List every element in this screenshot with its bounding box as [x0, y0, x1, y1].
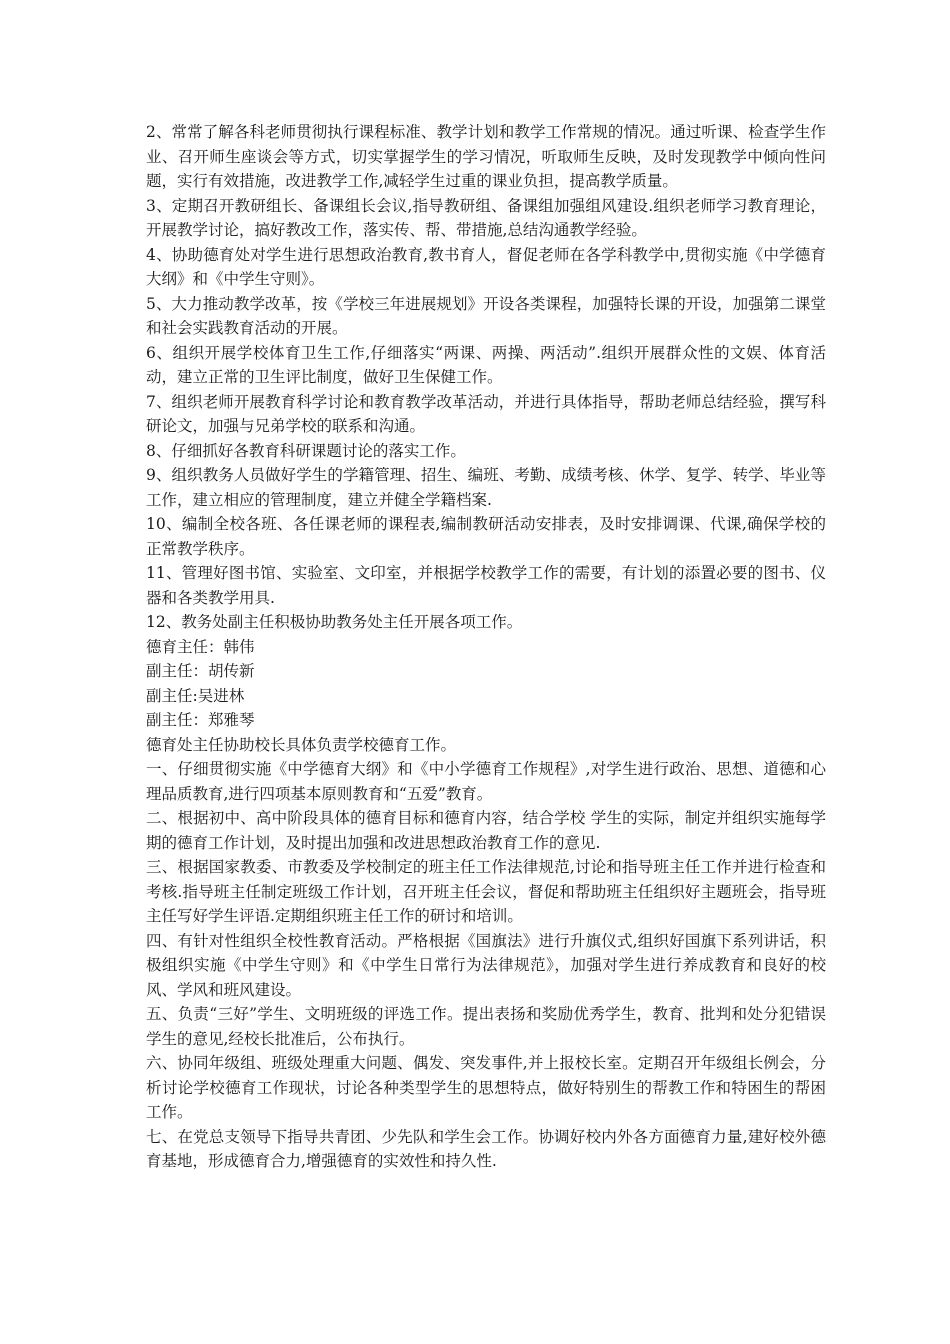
document-body — [146, 120, 826, 1174]
moral-duty-3: 三、根据国家教委、市教委及学校制定的班主任工作法律规范,讨论和指导班主任工作并进行检查和考核.指导班主任制定班级工作计划，召开班主任会议，督促和帮助班主任组织好主题班会，指导班主任写好学生评语.定期组织班主任工作的研讨和培训。 — [146, 858, 826, 925]
paragraph-item-10: 10、编制全校各班、各任课老师的课程表,编制教研活动安排表，及时安排调课、代课,确保学校的正常教学秩序。 — [146, 515, 826, 558]
moral-office-intro: 德育处主任协助校长具体负责学校德育工作。 — [146, 735, 457, 754]
paragraph-item-8: 8、仔细抓好各教育科研课题讨论的落实工作。 — [146, 441, 466, 460]
paragraph-item-5: 5、大力推动教学改革，按《学校三年进展规划》开设各类课程，加强特长课的开设，加强第二课堂和社会实践教育活动的开展。 — [146, 294, 826, 337]
staff-deputy-1: 副主任：胡传新 — [146, 662, 255, 680]
paragraph-item-2: 2、常常了解各科老师贯彻执行课程标准、教学计划和教学工作常规的情况。通过听课、检查学生作业、召开师生座谈会等方式，切实掌握学生的学习情况，听取师生反映，及时发现教学中倾向性问题，实行有效措施，改进教学工作,减轻学生过重的课业负担，提高教学质量。 — [146, 123, 826, 190]
staff-deputy-2: 副主任:吴进林 — [146, 686, 245, 705]
paragraph-item-7: 7、组织老师开展教育科学讨论和教育教学改革活动，并进行具体指导，帮助老师总结经验，撰写科研论文，加强与兄弟学校的联系和沟通。 — [146, 392, 826, 435]
staff-deputy-3: 副主任：郑雅琴 — [146, 711, 255, 729]
paragraph-item-4: 4、协助德育处对学生进行思想政治教育,教书育人，督促老师在各学科教学中,贯彻实施《中学德育大纲》和《中学生守则》。 — [146, 245, 826, 288]
moral-duty-4: 四、有针对性组织全校性教育活动。严格根据《国旗法》进行升旗仪式,组织好国旗下系列讲话，积极组织实施《中学生守则》和《中学生日常行为法律规范》，加强对学生进行养成教育和良好的校风、学风和班风建设。 — [146, 931, 826, 999]
moral-duty-5: 五、负责“三好”学生、文明班级的评选工作。提出表扬和奖励优秀学生，教育、批判和处分犯错误学生的意见,经校长批准后，公布执行。 — [146, 1005, 826, 1048]
staff-moral-director: 德育主任：韩伟 — [146, 637, 255, 656]
moral-duty-2: 二、根据初中、高中阶段具体的德育目标和德育内容，结合学校 学生的实际，制定并组织实施每学期的德育工作计划，及时提出加强和改进思想政治教育工作的意见. — [146, 809, 826, 852]
paragraph-item-11: 11、管理好图书馆、实验室、文印室，并根据学校教学工作的需要，有计划的添置必要的图书、仪器和各类教学用具. — [146, 564, 826, 607]
paragraph-item-3: 3、定期召开教研组长、备课组长会议,指导教研组、备课组加强组风建设.组织老师学习教育理论，开展教学讨论，搞好教改工作，落实传、帮、带措施,总结沟通教学经验。 — [146, 196, 826, 239]
moral-duty-6: 六、协同年级组、班级处理重大问题、偶发、突发事件,并上报校长室。定期召开年级组长例会，分析讨论学校德育工作现状，讨论各种类型学生的思想特点，做好特别生的帮教工作和特困生的帮困工作。 — [146, 1054, 826, 1121]
moral-duty-7: 七、在党总支领导下指导共青团、少先队和学生会工作。协调好校内外各方面德育力量,建好校外德育基地，形成德育合力,增强德育的实效性和持久性. — [146, 1127, 826, 1170]
paragraph-item-6: 6、组织开展学校体育卫生工作,仔细落实“两课、两操、两活动”.组织开展群众性的文娱、体育活动，建立正常的卫生评比制度，做好卫生保健工作。 — [146, 343, 826, 386]
paragraph-item-12: 12、教务处副主任积极协助教务处主任开展各项工作。 — [146, 613, 523, 631]
paragraph-item-9: 9、组织教务人员做好学生的学籍管理、招生、编班、考勤、成绩考核、休学、复学、转学、毕业等工作，建立相应的管理制度，建立并健全学籍档案. — [146, 466, 826, 509]
moral-duty-1: 一、仔细贯彻实施《中学德育大纲》和《中小学德育工作规程》,对学生进行政治、思想、道德和心理品质教育,进行四项基本原则教育和“五爱”教育。 — [146, 760, 826, 803]
